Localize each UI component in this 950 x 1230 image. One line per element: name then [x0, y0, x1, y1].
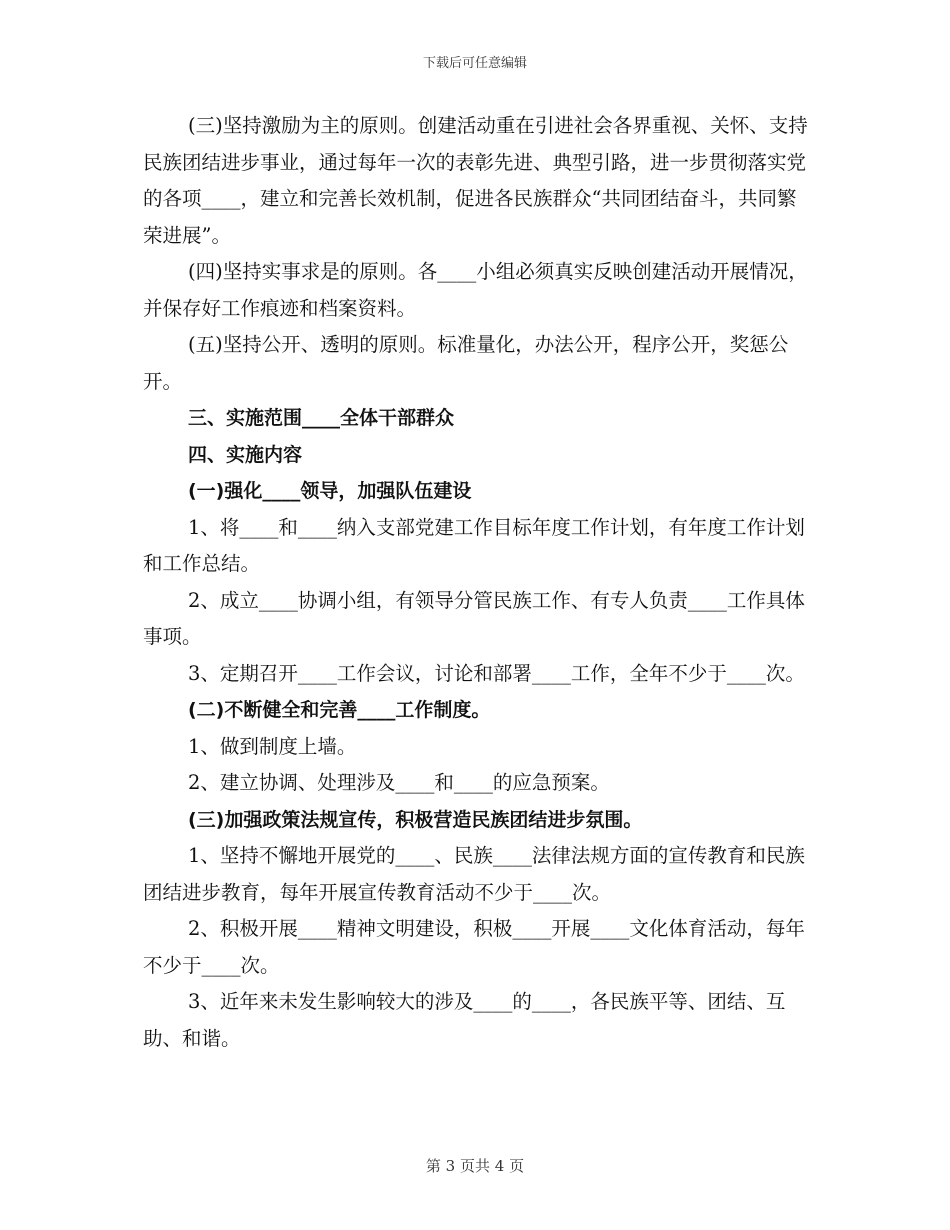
heading-content: 四、实施内容: [188, 443, 303, 466]
page-footer: 第 3 页共 4 页: [425, 1157, 525, 1175]
heading-scope: 三、实施范围____全体干部群众: [188, 407, 455, 429]
paragraph-principle-3: (三)坚持激励为主的原则。创建活动重在引进社会各界重视、关怀、支持民族团结进步事业，通过每年一次的表彰先进、典型引路，进一步贯彻落实党的各项____，建立和完善长效机制，促进各民族群众“共同团结奋斗，共同繁荣进展”。: [143, 114, 808, 247]
paragraph-item: 1、将____和____纳入支部党建工作目标年度工作计划，有年度工作计划和工作总结。: [143, 515, 805, 575]
paragraph-item: 3、定期召开____工作会议，讨论和部署____工作，全年不少于____次。: [188, 661, 805, 685]
paragraph-item: 2、建立协调、处理涉及____和____的应急预案。: [188, 771, 610, 794]
subheading-system: (二)不断健全和完善____工作制度。: [188, 699, 491, 721]
page-header: 下载后可任意编辑: [422, 56, 527, 71]
subheading-leadership: (一)强化____领导，加强队伍建设: [188, 480, 472, 502]
paragraph-item: 2、积极开展____精神文明建设，积极____开展____文化体育活动，每年不少于____次。: [143, 917, 805, 977]
paragraph-item: 2、成立____协调小组，有领导分管民族工作、有专人负责____工作具体事项。: [143, 588, 805, 648]
subheading-publicity: (三)加强政策法规宣传，积极营造民族团结进步氛围。: [188, 808, 643, 831]
paragraph-principle-5: (五)坚持公开、透明的原则。标准量化，办法公开，程序公开，奖惩公开。: [143, 333, 789, 393]
document-body: [143, 108, 815, 1057]
paragraph-item: 1、做到制度上墙。: [188, 734, 357, 758]
paragraph-item: 1、坚持不懈地开展党的____、民族____法律法规方面的宣传教育和民族团结进步教育，每年开展宣传教育活动不少于____次。: [143, 844, 805, 904]
paragraph-item: 3、近年来未发生影响较大的涉及____的____，各民族平等、团结、互助、和谐。: [143, 990, 786, 1050]
paragraph-principle-4: (四)坚持实事求是的原则。各____小组必须真实反映创建活动开展情况，并保存好工作痕迹和档案资料。: [143, 260, 808, 320]
